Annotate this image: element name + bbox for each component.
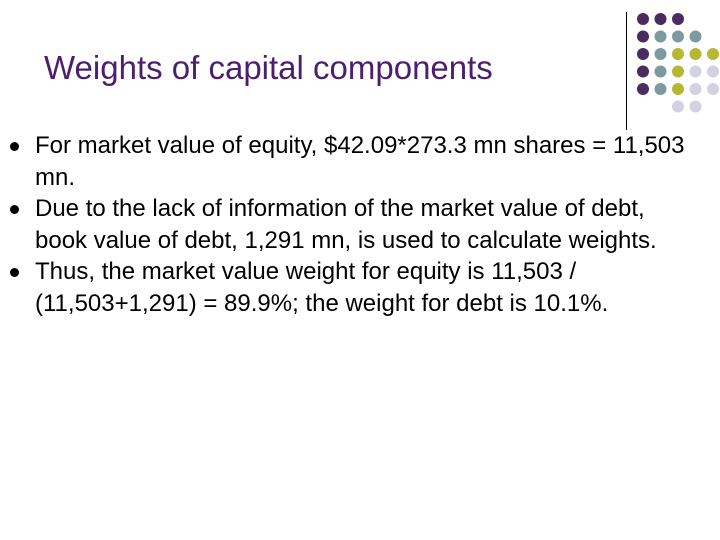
decorative-dot [690,66,702,78]
decorative-dot [672,48,684,60]
decorative-dot [672,83,684,95]
decorative-dot [637,66,649,78]
decorative-dot [672,66,684,78]
decorative-dot [655,48,667,60]
decorative-dot [707,83,719,95]
decorative-dot [672,13,684,25]
decorative-dot [707,48,719,60]
bullet-item [0,256,695,319]
slide-title: Weights of capital components [44,49,493,86]
bullet-text: For market value of equity, $42.09*273.3 mn shares = 11,503 mn. [35,132,685,191]
decorative-dot [637,31,649,43]
decorative-dot [690,31,702,43]
bullet-dot-icon [10,205,19,214]
bullet-dot-icon [10,268,19,277]
decorative-dot [672,31,684,43]
bullet-text: Thus, the market value weight for equity is 11,503 / (11,503+1,291) = 89.9%; the weight for debt is 10.1%. [35,258,609,317]
decorative-dot [690,101,702,113]
decorative-dot [655,66,667,78]
decorative-dot [672,101,684,113]
decorative-dot [655,31,667,43]
decorative-dot [707,66,719,78]
vertical-divider [626,12,627,130]
decorative-dot-grid [636,12,720,122]
decorative-dot [690,48,702,60]
decorative-dot [655,13,667,25]
decorative-dot [637,13,649,25]
decorative-dot [637,48,649,60]
bullet-item [0,130,695,193]
decorative-dot [655,83,667,95]
bullet-list [0,130,720,319]
decorative-dot [690,83,702,95]
bullet-dot-icon [10,142,19,151]
bullet-item [0,193,695,256]
decorative-dot [637,83,649,95]
bullet-text: Due to the lack of information of the market value of debt, book value of debt, 1,291 mn, is used to calculate weights. [35,195,657,254]
